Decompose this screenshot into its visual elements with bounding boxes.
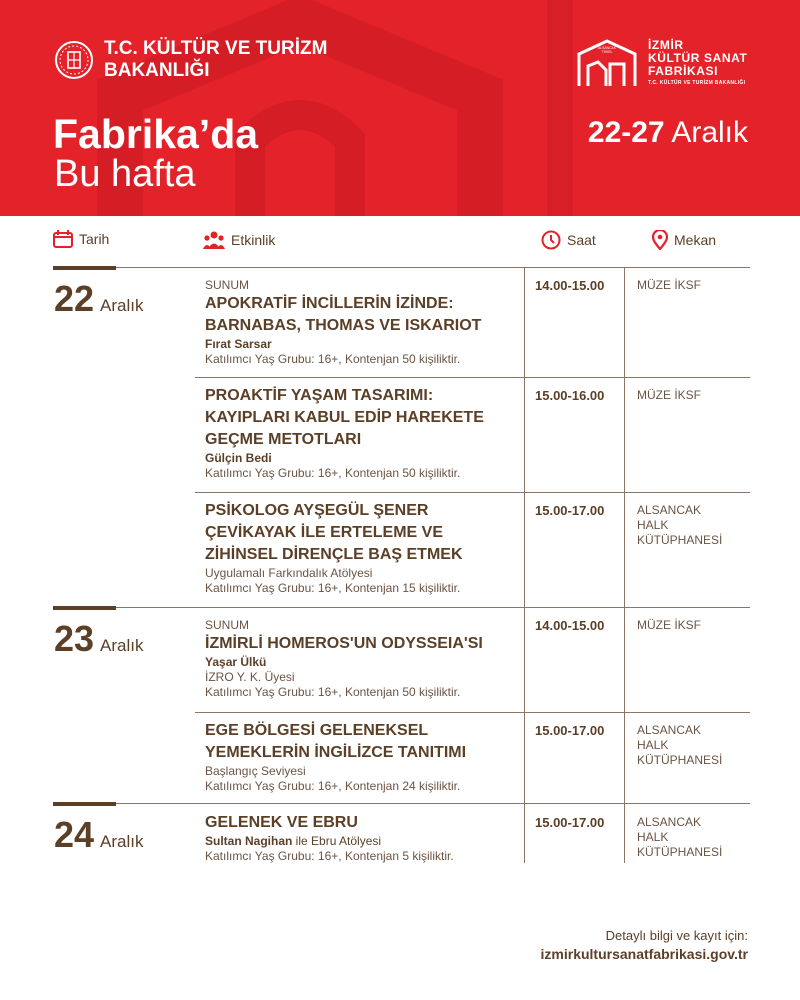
logo-text-tekel: TEKEL — [601, 50, 613, 54]
event-item — [205, 385, 517, 481]
event-item — [205, 278, 517, 367]
event-time: 14.00-15.00 — [535, 618, 605, 633]
event-title-line: GEÇME METOTLARI — [205, 431, 362, 448]
day-label — [54, 816, 144, 854]
event-venue — [637, 618, 747, 633]
row-divider — [195, 492, 750, 493]
event-title-line: APOKRATİF İNCİLLERİN İZİNDE: — [205, 295, 454, 312]
event-time: 15.00-17.00 — [535, 503, 605, 518]
event-title-line: BARNABAS, THOMAS VE ISKARIOT — [205, 317, 482, 334]
event-venue-line: KÜTÜPHANESİ — [637, 753, 723, 767]
day-divider — [53, 803, 750, 804]
event-venue — [637, 815, 747, 860]
event-venue-line: MÜZE İKSF — [637, 388, 702, 402]
event-venue-line: KÜTÜPHANESİ — [637, 845, 723, 859]
iksf-subtitle: T.C. KÜLTÜR VE TURİZM BAKANLIĞI — [648, 79, 746, 86]
footer-info: Detaylı bilgi ve kayıt için: — [605, 928, 748, 943]
ministry-name-line1: T.C. KÜLTÜR VE TURİZM — [104, 38, 328, 59]
event-audience: Katılımcı Yaş Grubu: 16+, Kontenjan 50 kişiliktir. — [205, 685, 461, 699]
event-time: 14.00-15.00 — [535, 278, 605, 293]
event-item — [205, 618, 517, 700]
ministry-logo — [54, 38, 327, 82]
event-item — [205, 720, 517, 794]
event-item — [205, 812, 517, 864]
event-venue-line: HALK — [637, 518, 669, 532]
column-header-time — [541, 230, 596, 250]
row-divider — [195, 377, 750, 378]
event-speaker: Fırat Sarsar — [205, 337, 272, 351]
location-pin-icon — [652, 230, 668, 250]
ministry-name-line2: BAKANLIĞI — [104, 60, 210, 81]
event-speaker-suffix: ile Ebru Atölyesi — [292, 834, 382, 848]
date-range — [588, 116, 748, 150]
event-venue — [637, 278, 747, 293]
column-header-venue-label: Mekan — [674, 232, 717, 248]
day-accent-bar — [53, 802, 116, 806]
day-month: Aralık — [100, 636, 144, 655]
event-time: 15.00-17.00 — [535, 723, 605, 738]
event-venue-line: ALSANCAK — [637, 503, 702, 517]
day-accent-bar — [53, 606, 116, 610]
page-title: Fabrika’da — [53, 111, 259, 157]
event-time: 15.00-17.00 — [535, 815, 605, 830]
ministry-seal-icon — [54, 40, 94, 80]
column-header-date-label: Tarih — [79, 231, 110, 247]
event-audience: Katılımcı Yaş Grubu: 16+, Kontenjan 5 kişiliktir. — [205, 849, 454, 863]
column-header-venue — [652, 230, 716, 250]
event-note: İZRO Y. K. Üyesi — [205, 670, 295, 684]
day-number: 22 — [54, 278, 95, 319]
event-title-line: GELENEK VE EBRU — [205, 814, 358, 831]
event-venue-line: ALSANCAK — [637, 723, 702, 737]
day-label — [54, 620, 144, 658]
iksf-title-line3: FABRİKASI — [648, 63, 719, 78]
event-speaker: Yaşar Ülkü — [205, 655, 267, 669]
people-icon — [203, 230, 225, 250]
event-title-line: ÇEVİKAYAK İLE ERTELEME VE — [205, 524, 443, 541]
event-venue-line: MÜZE İKSF — [637, 278, 702, 292]
event-title-line: PSİKOLOG AYŞEGÜL ŞENER — [205, 502, 429, 519]
event-venue-line: ALSANCAK — [637, 815, 702, 829]
calendar-icon — [53, 230, 73, 248]
day-month: Aralık — [100, 296, 144, 315]
iksf-logo — [576, 36, 747, 88]
day-number: 24 — [54, 814, 95, 855]
event-time: 15.00-16.00 — [535, 388, 605, 403]
day-number: 23 — [54, 618, 95, 659]
column-header-date — [53, 230, 109, 248]
event-title-line: KAYIPLARI KABUL EDİP HAREKETE — [205, 409, 484, 426]
clock-icon — [541, 230, 561, 250]
date-range-month: Aralık — [671, 116, 748, 149]
event-venue-line: KÜTÜPHANESİ — [637, 533, 723, 547]
event-title-line: EGE BÖLGESİ GELENEKSEL — [205, 722, 429, 739]
event-speaker-name: Sultan Nagihan — [205, 834, 293, 848]
event-venue — [637, 503, 747, 548]
column-header-event-label: Etkinlik — [231, 232, 276, 248]
event-venue-line: HALK — [637, 830, 669, 844]
logo-text-alsancak: ALSANCAK — [597, 46, 617, 50]
event-speaker: Gülçin Bedi — [205, 451, 272, 465]
column-header-event — [203, 230, 275, 250]
event-venue-line: MÜZE İKSF — [637, 618, 702, 632]
header-banner — [0, 0, 800, 216]
event-audience: Katılımcı Yaş Grubu: 16+, Kontenjan 24 kişiliktir. — [205, 779, 461, 793]
event-audience: Katılımcı Yaş Grubu: 16+, Kontenjan 15 kişiliktir. — [205, 581, 461, 595]
event-note: Başlangıç Seviyesi — [205, 764, 306, 778]
day-label — [54, 280, 144, 318]
row-divider — [195, 712, 750, 713]
day-month: Aralık — [100, 832, 144, 851]
event-title-line: İZMİRLİ HOMEROS'UN ODYSSEIA'SI — [205, 635, 483, 652]
header-divider — [53, 267, 750, 268]
event-audience: Katılımcı Yaş Grubu: 16+, Kontenjan 50 kişiliktir. — [205, 466, 461, 480]
event-type: SUNUM — [205, 278, 249, 292]
event-title-line: ZİHİNSEL DİRENÇLE BAŞ ETMEK — [205, 546, 463, 563]
event-item — [205, 500, 517, 596]
day-accent-bar — [53, 266, 116, 270]
iksf-title-line1: İZMİR — [648, 37, 684, 52]
column-header-time-label: Saat — [567, 232, 596, 248]
footer-website-link[interactable]: izmirkultursanatfabrikasi.gov.tr — [540, 946, 748, 962]
column-divider-time — [524, 268, 525, 863]
event-venue-line: HALK — [637, 738, 669, 752]
event-venue — [637, 723, 747, 768]
column-divider-venue — [624, 268, 625, 863]
date-range-days: 22-27 — [587, 116, 665, 149]
day-divider — [53, 607, 750, 608]
event-audience: Katılımcı Yaş Grubu: 16+, Kontenjan 50 kişiliktir. — [205, 352, 461, 366]
event-venue — [637, 388, 747, 403]
event-type: SUNUM — [205, 618, 249, 632]
event-title-line: YEMEKLERİN İNGİLİZCE TANITIMI — [205, 744, 467, 761]
event-title-line: PROAKTİF YAŞAM TASARIMI: — [205, 387, 434, 404]
page-subtitle: Bu hafta — [54, 153, 196, 195]
factory-logo-icon — [576, 36, 638, 88]
event-speaker — [205, 834, 517, 849]
iksf-title-line2: KÜLTÜR SANAT — [648, 50, 748, 65]
event-note: Uygulamalı Farkındalık Atölyesi — [205, 566, 373, 580]
